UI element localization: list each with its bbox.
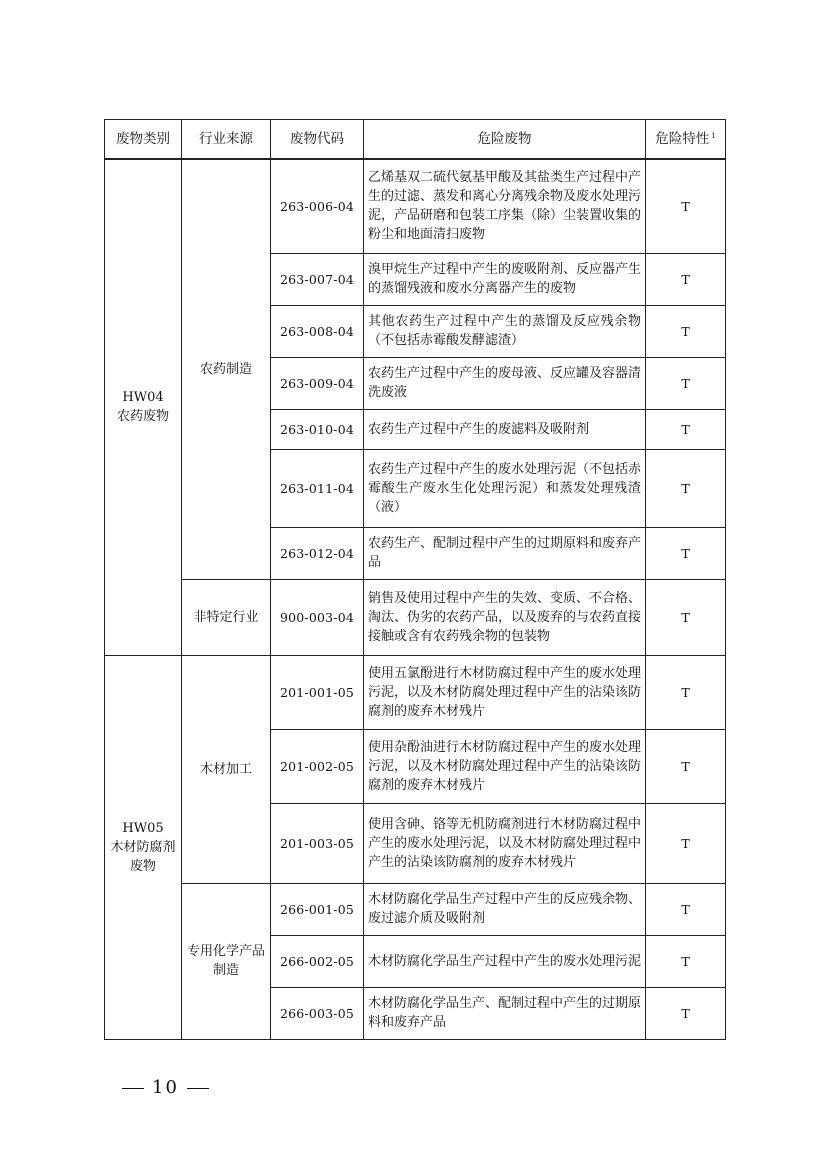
hazard-characteristic: T [646,449,726,527]
table-row [105,655,726,729]
header-code: 废物代码 [271,120,364,160]
hazard-characteristic: T [646,159,726,253]
page-number [114,1077,217,1098]
waste-code: 900-003-04 [271,579,364,655]
category-code: HW04 [122,390,164,406]
dash-left [122,1088,144,1089]
hazard-characteristic: T [646,579,726,655]
footnote-marker: 1 [711,131,716,140]
source-line: 专用化学产品 [186,944,265,959]
hazard-characteristic: T [646,357,726,409]
hazard-characteristic: T [646,305,726,357]
hazard-characteristic: T [646,935,726,987]
category-name: 木材防腐剂 [110,839,176,855]
waste-description: 销售及使用过程中产生的失效、变质、不合格、淘汰、伪劣的农药产品，以及废弃的与农药直接接触或含有农药残余物的包装物 [364,579,646,655]
waste-code: 263-011-04 [271,449,364,527]
hazard-characteristic: T [646,527,726,579]
table-row [105,159,726,253]
waste-code: 201-002-05 [271,729,364,803]
category-cell-hw04 [105,159,182,655]
table-row [105,883,726,935]
waste-code: 201-003-05 [271,803,364,883]
source-cell [182,883,271,1039]
waste-description: 木材防腐化学品生产过程中产生的反应残余物、废过滤介质及吸附剂 [364,883,646,935]
waste-code: 266-003-05 [271,987,364,1039]
waste-description: 木材防腐化学品生产过程中产生的废水处理污泥 [364,935,646,987]
waste-code: 266-002-05 [271,935,364,987]
header-category: 废物类别 [105,120,182,160]
waste-description: 使用杂酚油进行木材防腐过程中产生的废水处理污泥，以及木材防腐处理过程中产生的沾染该防腐剂的废弃木材残片 [364,729,646,803]
hazardous-waste-table [104,119,726,1040]
category-code: HW05 [122,820,164,836]
hazard-characteristic: T [646,987,726,1039]
header-waste: 危险废物 [364,120,646,160]
waste-description: 农药生产过程中产生的废水处理污泥（不包括赤霉酸生产废水生化处理污泥）和蒸发处理残渣（液） [364,449,646,527]
table-header-row [105,120,726,160]
source-cell: 农药制造 [182,159,271,579]
source-cell: 木材加工 [182,655,271,883]
waste-description: 使用含砷、铬等无机防腐剂进行木材防腐过程中产生的废水处理污泥，以及木材防腐处理过程中产生的沾染该防腐剂的废弃木材残片 [364,803,646,883]
waste-code: 263-006-04 [271,159,364,253]
category-name: 农药废物 [116,409,169,425]
hazard-characteristic: T [646,729,726,803]
waste-code: 266-001-05 [271,883,364,935]
category-name: 废物 [129,858,156,874]
waste-description: 乙烯基双二硫代氨基甲酸及其盐类生产过程中产生的过滤、蒸发和离心分离残余物及废水处理污泥，产品研磨和包装工序集（除）尘装置收集的粉尘和地面清扫废物 [364,159,646,253]
hazard-characteristic: T [646,803,726,883]
waste-description: 农药生产过程中产生的废滤料及吸附剂 [364,409,646,449]
waste-code: 201-001-05 [271,655,364,729]
waste-description: 使用五氯酚进行木材防腐过程中产生的废水处理污泥，以及木材防腐处理过程中产生的沾染该防腐剂的废弃木材残片 [364,655,646,729]
table-row [105,579,726,655]
waste-description: 农药生产过程中产生的废母液、反应罐及容器清洗废液 [364,357,646,409]
waste-description: 其他农药生产过程中产生的蒸馏及反应残余物（不包括赤霉酸发酵滤渣） [364,305,646,357]
hazard-characteristic: T [646,409,726,449]
waste-code: 263-008-04 [271,305,364,357]
waste-code: 263-010-04 [271,409,364,449]
header-characteristic-label: 危险特性 [655,130,710,147]
waste-description: 溴甲烷生产过程中产生的废吸附剂、反应器产生的蒸馏残液和废水分离器产生的废物 [364,253,646,305]
hazard-characteristic: T [646,655,726,729]
hazard-characteristic: T [646,883,726,935]
dash-right [187,1088,209,1089]
waste-description: 农药生产、配制过程中产生的过期原料和废弃产品 [364,527,646,579]
hazard-characteristic: T [646,253,726,305]
header-source: 行业来源 [182,120,271,160]
source-line: 制造 [212,963,239,978]
source-cell: 非特定行业 [182,579,271,655]
waste-code: 263-012-04 [271,527,364,579]
header-characteristic [646,120,726,160]
waste-description: 木材防腐化学品生产、配制过程中产生的过期原料和废弃产品 [364,987,646,1039]
category-cell-hw05 [105,655,182,1039]
page-number-text: 10 [152,1077,179,1098]
waste-code: 263-007-04 [271,253,364,305]
waste-code: 263-009-04 [271,357,364,409]
